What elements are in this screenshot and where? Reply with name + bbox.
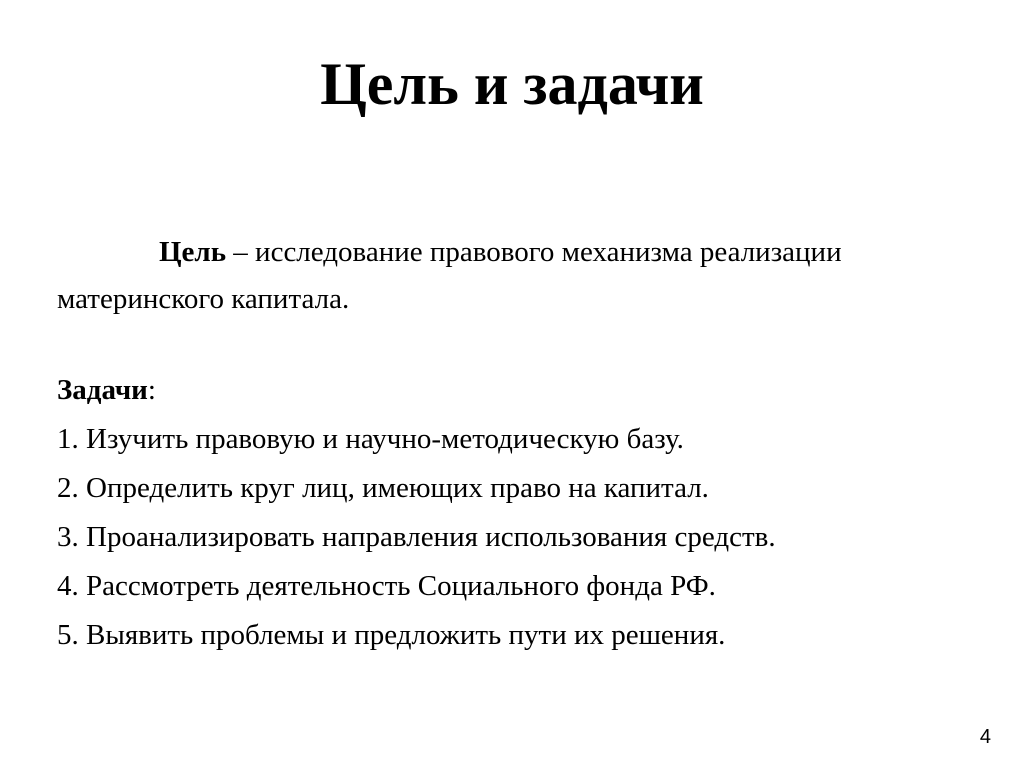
task-list [57, 415, 977, 660]
goal-text: – исследование правового механизма реализации материнского капитала. [57, 236, 842, 315]
tasks-label: Задачи [57, 374, 148, 406]
task-item: 5. Выявить проблемы и предложить пути их решения. [57, 619, 726, 651]
goal-paragraph [57, 229, 977, 323]
goal-label: Цель [159, 236, 227, 268]
tasks-section [57, 366, 977, 660]
tasks-heading [57, 366, 977, 415]
slide-title: Цель и задачи [320, 51, 704, 117]
task-item: 2. Определить круг лиц, имеющих право на капитал. [57, 472, 709, 504]
tasks-label-colon: : [147, 374, 156, 406]
page-number: 4 [979, 726, 991, 748]
task-item: 4. Рассмотреть деятельность Социального фонда РФ. [57, 570, 716, 602]
task-item: 1. Изучить правовую и научно-методическую базу. [57, 423, 684, 455]
task-item: 3. Проанализировать направления использования средств. [57, 521, 776, 553]
